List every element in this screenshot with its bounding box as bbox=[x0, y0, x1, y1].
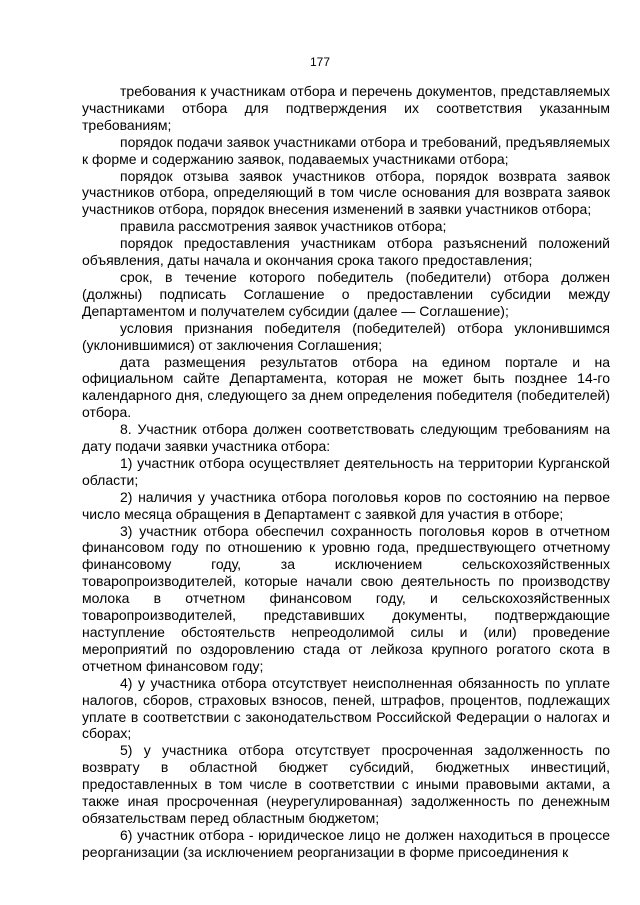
list-item: 5) у участника отбора отсутствует просроченная задолженность по возврату в областной бюджет субсидий, бюджетных инвестиций, предоставленных в том числе в соответствии с иными правовыми актами, а также иная просроченная (неурегулированная) задолженность по денежным обязательствам перед областным бюджетом; bbox=[82, 742, 610, 826]
paragraph: порядок подачи заявок участниками отбора и требований, предъявляемых к форме и содержанию заявок, подаваемых участниками отбора; bbox=[82, 133, 610, 167]
list-item: 3) участник отбора обеспечил сохранность поголовья коров в отчетном финансовом году по отношению к уровню года, предшествующего отчетному финансовому году, за исключением сельскохозяйственных товаропроизводителей, которые начали свою деятельность по производству молока в отчетном финансовом году, и сельскохозяйственных товаропроизводителей, представивших документы, подтверждающие наступление обстоятельств непреодолимой силы и (или) проведение мероприятий по оздоровлению стада от лейкоза крупного рогатого скота в отчетном финансовом году; bbox=[82, 522, 610, 674]
page-number: 177 bbox=[309, 55, 331, 69]
document-body bbox=[82, 83, 610, 861]
paragraph: условия признания победителя (победителей) отбора уклонившимся (уклонившимися) от заключения Соглашения; bbox=[82, 319, 610, 353]
paragraph: требования к участникам отбора и перечень документов, представляемых участниками отбора для подтверждения их соответствия указанным требованиям; bbox=[82, 83, 610, 133]
list-item: 1) участник отбора осуществляет деятельность на территории Курганской области; bbox=[82, 454, 610, 488]
list-item: 2) наличия у участника отбора поголовья коров по состоянию на первое число месяца обращения в Департамент с заявкой для участия в отборе; bbox=[82, 488, 610, 522]
paragraph: правила рассмотрения заявок участников отбора; bbox=[120, 218, 447, 235]
list-item: 4) у участника отбора отсутствует неисполненная обязанность по уплате налогов, сборов, страховых взносов, пеней, штрафов, процентов, подлежащих уплате в соответствии с законодательством Российской Федерации о налогах и сборах; bbox=[82, 674, 610, 742]
list-item: 6) участник отбора - юридическое лицо не должен находиться в процессе реорганизации (за исключением реорганизации в форме присоединения к bbox=[82, 826, 610, 860]
paragraph: дата размещения результатов отбора на едином портале и на официальном сайте Департамента, которая не может быть позднее 14-го календарного дня, следующего за днем определения победителя (победителей) отбора. bbox=[82, 353, 610, 421]
paragraph: срок, в течение которого победитель (победители) отбора должен (должны) подписать Соглашение о предоставлении субсидии между Департаментом и получателем субсидии (далее — Соглашение); bbox=[82, 268, 610, 319]
paragraph: порядок отзыва заявок участников отбора, порядок возврата заявок участников отбора, определяющий в том числе основания для возврата заявок участников отбора, порядок внесения изменений в заявки участников отбора; bbox=[82, 167, 610, 218]
paragraph: порядок предоставления участникам отбора разъяснений положений объявления, даты начала и окончания срока такого предоставления; bbox=[82, 235, 610, 269]
section-heading-paragraph: 8. Участник отбора должен соответствовать следующим требованиям на дату подачи заявки участника отбора: bbox=[82, 421, 610, 455]
